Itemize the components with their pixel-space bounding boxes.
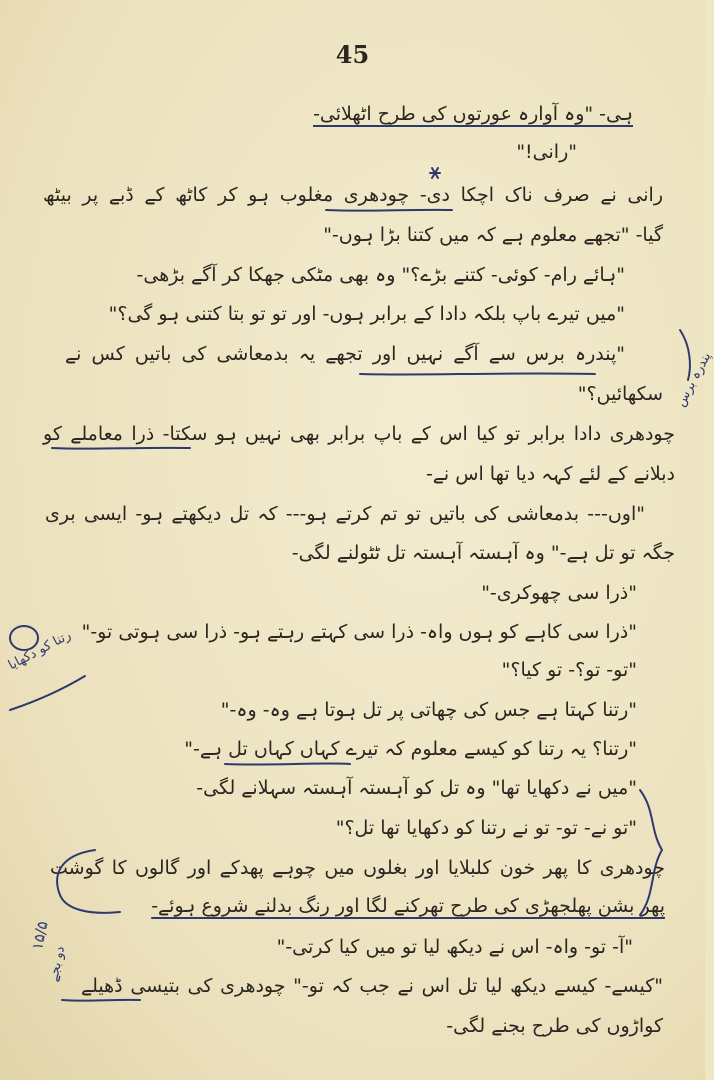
margin-stroke bbox=[10, 676, 85, 710]
text-line-13: "ذرا سی چھوکری-" bbox=[481, 582, 637, 604]
text-line-23: "کیسے- کیسے دیکھ لیا تل اس نے جب کہ تو-" چودھری کی بتیسی ڈھیلے bbox=[81, 975, 663, 997]
underline-muamle bbox=[52, 448, 190, 449]
bracket-left bbox=[57, 850, 120, 913]
margin-tick bbox=[680, 330, 690, 380]
text-line-21: پھر بشن پھلجھڑی کی طرح تھرکنے لگا اور رنگ بدلنے شروع ہوئے- bbox=[151, 895, 665, 917]
text-line-3: رانی نے صرف ناک اچکا دی- چودھری مغلوب ہو کر کاٹھ کے ڈبے پر بیٹھ bbox=[43, 184, 663, 206]
text-line-14: "ذرا سی کاہے کو ہوں واہ- ذرا سی کہتے رہتے ہو- ذرا سی ہوتی تو-" bbox=[81, 621, 637, 643]
text-line-10: دبلانے کے لئے کہہ دیا تھا اس نے- bbox=[425, 463, 675, 485]
text-line-5: "ہائے رام- کوئی- کتنے بڑے؟" وہ بھی مٹکی جھکا کر آگے بڑھی- bbox=[136, 264, 625, 286]
asterisk-mark bbox=[430, 168, 440, 178]
text-line-12: جگہ تو تل ہے-" وہ آہستہ آہستہ تل ٹٹولنے لگی- bbox=[291, 542, 675, 564]
text-line-2: "رانی!" bbox=[516, 141, 577, 163]
text-line-11: "اوں--- بدمعاشی کی باتیں تو تم کرتے ہو--- کہ تل دیکھتے ہو- ایسی بری bbox=[45, 503, 645, 525]
text-line-4: گیا- "تجھے معلوم ہے کہ میں کتنا بڑا ہوں-" bbox=[323, 224, 663, 246]
margin-note-top-right: پندرہ برس bbox=[673, 350, 714, 410]
circle-mark bbox=[10, 626, 38, 650]
text-line-24: کواڑوں کی طرح بجنے لگی- bbox=[446, 1015, 663, 1037]
text-line-18: "میں نے دکھایا تھا" وہ تل کو آہستہ آہستہ سہلانے لگی- bbox=[196, 777, 637, 799]
text-line-17: "رتنا؟ یہ رتنا کو کیسے معلوم کہ تیرے کہاں کہاں تل ہے-" bbox=[184, 738, 637, 760]
margin-note-date: ۱۵/۵ bbox=[28, 919, 52, 952]
underline-dheele bbox=[62, 1000, 140, 1001]
text-line-6: "میں تیرے باپ بلکہ دادا کے برابر ہوں- اور تو تو بتا کتنی ہو گی؟" bbox=[108, 303, 625, 325]
text-line-19: "تو نے- تو- تو نے رتنا کو دکھایا تھا تل؟" bbox=[335, 817, 637, 839]
text-line-20: چودھری کا پھر خون کلبلایا اور بغلوں میں چوہے پھدکے اور گالوں کا گوشت bbox=[50, 857, 665, 879]
underline-nak bbox=[326, 210, 452, 211]
underline-kahan bbox=[225, 763, 350, 764]
text-line-8: سکھائیں؟" bbox=[577, 383, 663, 405]
bracket-right bbox=[640, 790, 662, 915]
text-line-7: "پندرہ برس سے آگے نہیں اور تجھے یہ بدمعاشی کی باتیں کس نے bbox=[65, 343, 625, 365]
text-line-1: ہی- "وہ آوارہ عورتوں کی طرح اٹھلائی- bbox=[313, 103, 633, 125]
text-line-15: "تو- تو؟- تو کیا؟" bbox=[501, 659, 637, 681]
underline-pandrah bbox=[360, 373, 595, 374]
margin-note-left: رتنا کو دکھایا bbox=[6, 627, 74, 674]
text-line-16: "رتنا کہتا ہے جس کی چھاتی پر تل ہوتا ہے وہ- وہ-" bbox=[220, 699, 637, 721]
text-line-22: "آ- تو- واہ- اس نے دیکھ لیا تو میں کیا کرتی-" bbox=[276, 936, 633, 958]
margin-note-time: دو بجے bbox=[46, 944, 69, 984]
text-line-9: چودھری دادا برابر تو کیا اس کے باپ برابر بھی نہیں ہو سکتا- ذرا معاملے کو bbox=[43, 423, 675, 445]
page-number: 45 bbox=[335, 40, 370, 69]
